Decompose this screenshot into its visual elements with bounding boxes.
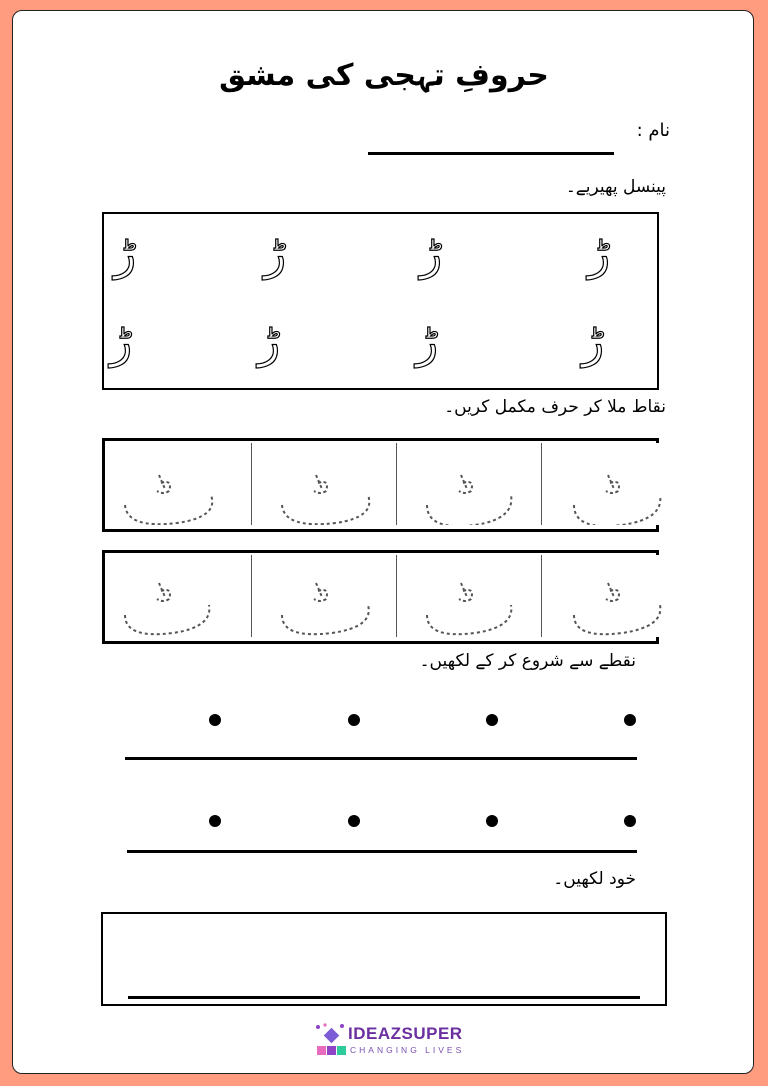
trace-letter: ڑ [264,226,287,280]
logo-tagline: CHANGING LIVES [350,1045,465,1055]
trace-letter: ڑ [114,226,137,280]
start-dot [486,714,498,726]
name-label: نام : [636,120,670,141]
free-writing-box[interactable] [101,912,667,1006]
dotted-letter-cell[interactable] [542,555,687,637]
logo-mark-icon [314,1022,348,1062]
start-dot [348,714,360,726]
start-dot [624,714,636,726]
dotted-letter-cell[interactable] [252,443,397,525]
trace-letter: ڑ [258,314,281,368]
dotted-letter-cell[interactable] [252,555,397,637]
trace-box [102,212,659,390]
trace-letter: ڑ [588,226,611,280]
writing-line[interactable] [127,850,637,853]
dots-instruction: نقاط ملا کر حرف مکمل کریں۔ [444,397,666,417]
trace-letter: ڑ [416,314,439,368]
dot-row [107,443,687,525]
logo-brand: IDEAZSUPER [348,1024,463,1043]
dot-row [107,555,687,637]
writing-line[interactable] [125,757,637,760]
ideazsuper-logo [314,1020,484,1064]
name-input-line[interactable] [368,152,614,155]
dotted-letter-icon [397,555,542,637]
dotted-letter-cell[interactable] [542,443,687,525]
dotted-letter-cell[interactable] [107,555,252,637]
dot-row-box [102,438,659,532]
free-instruction: خود لکھیں۔ [553,869,636,889]
dotted-letter-icon [252,555,397,637]
trace-instruction: پینسل پھیریے۔ [565,177,666,197]
trace-letter: ڑ [582,314,605,368]
dotted-letter-icon [397,443,542,525]
start-dot [486,815,498,827]
start-dot [348,815,360,827]
dotted-letter-icon [542,555,687,637]
dot-row-box [102,550,659,644]
page-title: حروفِ تہجی کی مشق [219,58,549,93]
dotted-letter-cell[interactable] [397,555,542,637]
writing-line [128,996,640,999]
dotted-letter-icon [542,443,687,525]
dotted-letter-cell[interactable] [107,443,252,525]
start-instruction: نقطے سے شروع کر کے لکھیں۔ [419,651,636,671]
trace-letter: ڑ [420,226,443,280]
start-dot [209,714,221,726]
start-dot [624,815,636,827]
dotted-letter-icon [107,555,252,637]
start-dot [209,815,221,827]
dotted-letter-icon [252,443,397,525]
trace-letter: ڑ [110,314,133,368]
dotted-letter-cell[interactable] [397,443,542,525]
dotted-letter-icon [107,443,252,525]
